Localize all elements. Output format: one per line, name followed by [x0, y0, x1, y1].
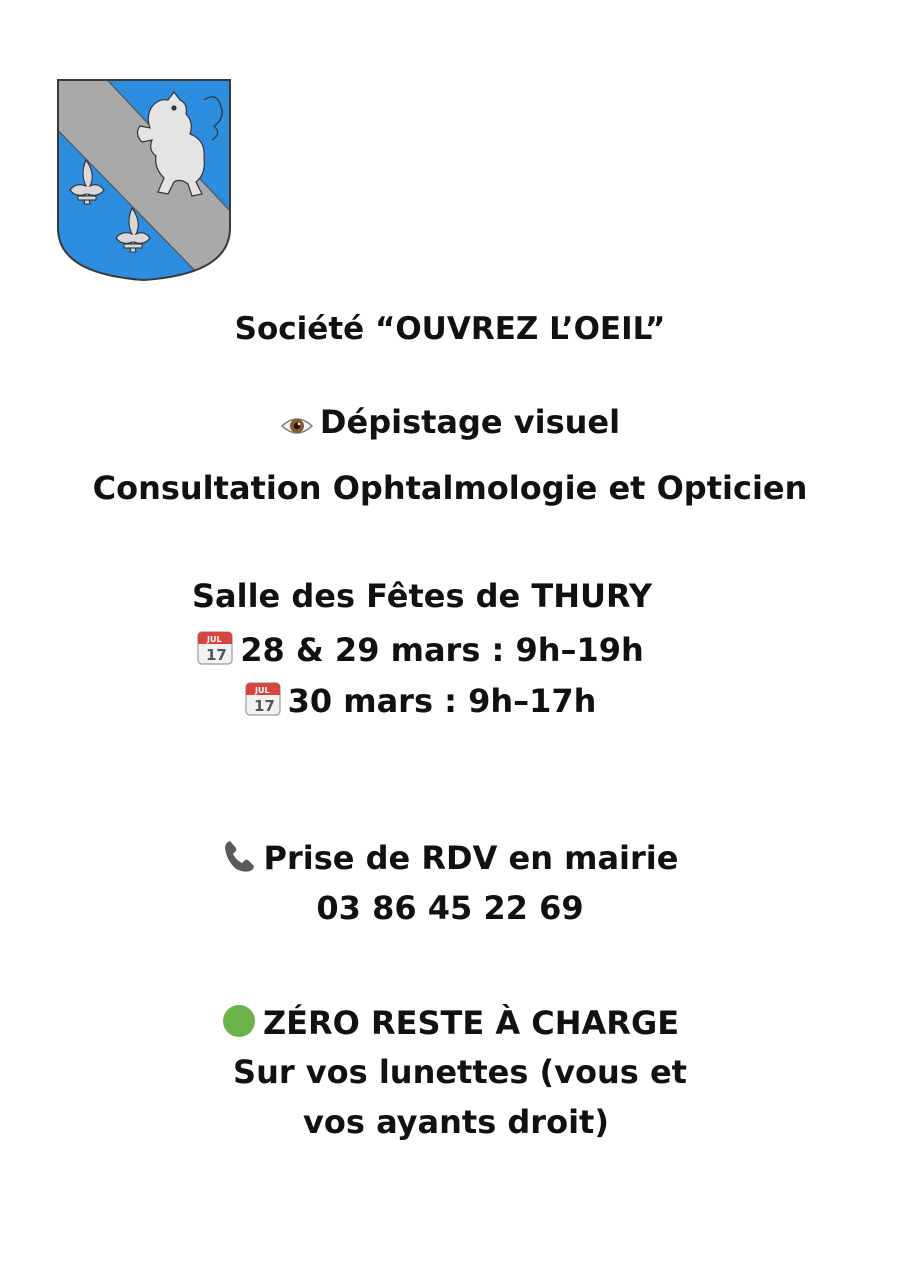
phone-icon — [222, 838, 258, 874]
date-line: JUL 17 28 & 29 mars : 9h–19h — [0, 628, 870, 669]
date-line: JUL 17 30 mars : 9h–17h — [0, 679, 870, 720]
svg-text:JUL: JUL — [254, 686, 270, 695]
svg-text:17: 17 — [206, 646, 228, 664]
coat-of-arms-icon — [56, 78, 232, 282]
offer-headline: ZÉRO RESTE À CHARGE — [0, 1003, 900, 1042]
offer-detail: vos ayants droit) — [303, 1103, 609, 1141]
company-title: Société “OUVREZ L’OEIL” — [234, 311, 666, 347]
offer-detail: Sur vos lunettes (vous et — [233, 1053, 687, 1091]
calendar-icon — [244, 679, 282, 717]
screening-line: Dépistage visuel — [0, 404, 900, 441]
consultation-line: Consultation Ophtalmologie et Opticien — [92, 469, 808, 507]
appointment-line: Prise de RDV en mairie — [0, 838, 900, 877]
svg-text:JUL: JUL — [207, 635, 222, 644]
eye-icon — [280, 414, 314, 438]
green-circle-icon — [221, 1003, 257, 1039]
venue-line: Salle des Fêtes de THURY — [191, 577, 653, 615]
svg-text:17: 17 — [253, 697, 275, 715]
phone-number: 03 86 45 22 69 — [316, 889, 584, 927]
calendar-icon — [196, 628, 234, 666]
